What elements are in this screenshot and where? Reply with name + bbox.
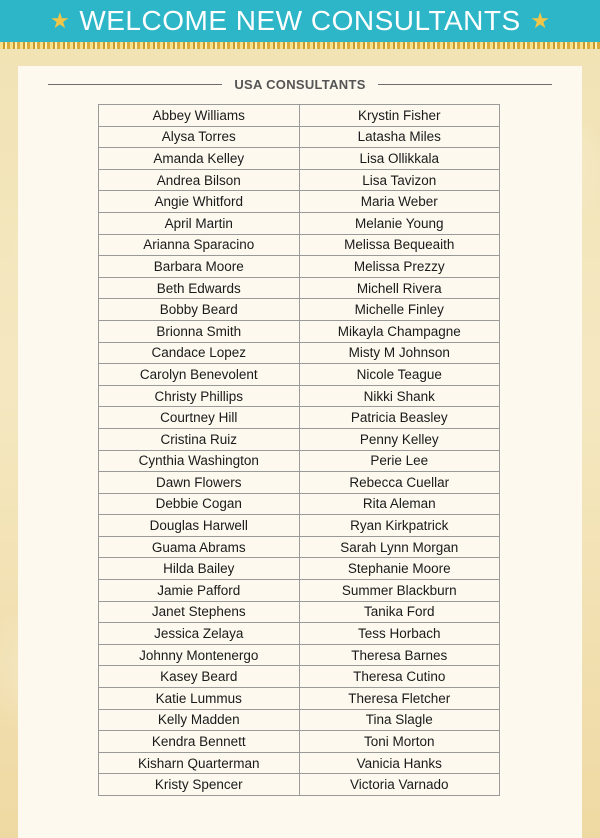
consultant-name: Amanda Kelley: [99, 148, 300, 170]
consultant-name: Penny Kelley: [299, 428, 500, 450]
star-icon: ★: [530, 8, 550, 33]
table-row: [99, 558, 500, 580]
table-row: [99, 169, 500, 191]
page-title: WELCOME NEW CONSULTANTS: [79, 5, 521, 36]
consultant-name: Melanie Young: [299, 212, 500, 234]
consultant-name: Toni Morton: [299, 731, 500, 753]
consultant-name: Stephanie Moore: [299, 558, 500, 580]
consultant-name: Summer Blackburn: [299, 580, 500, 602]
consultant-name: Johnny Montenergo: [99, 644, 300, 666]
consultant-name: Brionna Smith: [99, 320, 300, 342]
table-row: [99, 320, 500, 342]
table-row: [99, 234, 500, 256]
table-row: [99, 709, 500, 731]
consultant-name: Christy Phillips: [99, 385, 300, 407]
consultant-name: Douglas Harwell: [99, 515, 300, 537]
table-row: [99, 493, 500, 515]
consultant-name: Ryan Kirkpatrick: [299, 515, 500, 537]
consultant-name: Nicole Teague: [299, 364, 500, 386]
table-row: [99, 601, 500, 623]
consultant-name: Alysa Torres: [99, 126, 300, 148]
consultant-name: Debbie Cogan: [99, 493, 300, 515]
consultant-name: Victoria Varnado: [299, 774, 500, 796]
table-row: [99, 688, 500, 710]
consultant-name: Jamie Pafford: [99, 580, 300, 602]
consultant-name: Tanika Ford: [299, 601, 500, 623]
table-row: [99, 536, 500, 558]
table-row: [99, 450, 500, 472]
table-row: [99, 644, 500, 666]
table-row: [99, 277, 500, 299]
consultant-name: Kristy Spencer: [99, 774, 300, 796]
consultant-name: Perie Lee: [299, 450, 500, 472]
table-row: [99, 191, 500, 213]
consultant-name: Vanicia Hanks: [299, 752, 500, 774]
consultant-name: Theresa Cutino: [299, 666, 500, 688]
table-row: [99, 666, 500, 688]
glitter-divider: [0, 42, 600, 49]
consultant-name: Nikki Shank: [299, 385, 500, 407]
section-title: USA CONSULTANTS: [234, 76, 366, 92]
consultant-name: Kisharn Quarterman: [99, 752, 300, 774]
table-row: [99, 428, 500, 450]
table-row: [99, 580, 500, 602]
table-row: [99, 472, 500, 494]
consultant-name: Candace Lopez: [99, 342, 300, 364]
table-row: [99, 407, 500, 429]
consultant-name: Latasha Miles: [299, 126, 500, 148]
consultant-name: Patricia Beasley: [299, 407, 500, 429]
consultant-name: April Martin: [99, 212, 300, 234]
consultant-name: Kasey Beard: [99, 666, 300, 688]
consultant-name: Cynthia Washington: [99, 450, 300, 472]
consultant-name: Guama Abrams: [99, 536, 300, 558]
consultant-name: Kelly Madden: [99, 709, 300, 731]
consultant-name: Melissa Prezzy: [299, 256, 500, 278]
consultants-table: [98, 104, 500, 796]
table-row: [99, 731, 500, 753]
header-banner: [0, 0, 600, 42]
table-row: [99, 126, 500, 148]
table-row: [99, 342, 500, 364]
table-row: [99, 515, 500, 537]
table-row: [99, 105, 500, 127]
consultant-name: Hilda Bailey: [99, 558, 300, 580]
consultant-name: Carolyn Benevolent: [99, 364, 300, 386]
section-header: [48, 74, 552, 94]
consultant-name: Courtney Hill: [99, 407, 300, 429]
table-row: [99, 256, 500, 278]
consultant-name: Janet Stephens: [99, 601, 300, 623]
consultant-name: Dawn Flowers: [99, 472, 300, 494]
divider-line: [378, 84, 552, 85]
consultant-name: Sarah Lynn Morgan: [299, 536, 500, 558]
consultant-name: Barbara Moore: [99, 256, 300, 278]
consultant-name: Angie Whitford: [99, 191, 300, 213]
consultant-name: Krystin Fisher: [299, 105, 500, 127]
consultant-name: Katie Lummus: [99, 688, 300, 710]
table-row: [99, 623, 500, 645]
consultant-name: Jessica Zelaya: [99, 623, 300, 645]
consultant-name: Bobby Beard: [99, 299, 300, 321]
consultant-name: Theresa Fletcher: [299, 688, 500, 710]
table-row: [99, 364, 500, 386]
consultant-name: Arianna Sparacino: [99, 234, 300, 256]
consultant-name: Melissa Bequeaith: [299, 234, 500, 256]
consultant-name: Misty M Johnson: [299, 342, 500, 364]
consultant-name: Rebecca Cuellar: [299, 472, 500, 494]
consultant-name: Cristina Ruiz: [99, 428, 300, 450]
consultant-name: Lisa Tavizon: [299, 169, 500, 191]
consultant-name: Michelle Finley: [299, 299, 500, 321]
consultant-name: Kendra Bennett: [99, 731, 300, 753]
consultant-name: Abbey Williams: [99, 105, 300, 127]
consultant-name: Maria Weber: [299, 191, 500, 213]
table-row: [99, 385, 500, 407]
table-row: [99, 752, 500, 774]
table-row: [99, 148, 500, 170]
star-icon: ★: [50, 8, 70, 33]
table-row: [99, 774, 500, 796]
consultant-name: Michell Rivera: [299, 277, 500, 299]
content-panel: [18, 66, 582, 838]
consultant-name: Lisa Ollikkala: [299, 148, 500, 170]
table-row: [99, 299, 500, 321]
consultant-name: Tina Slagle: [299, 709, 500, 731]
consultant-name: Rita Aleman: [299, 493, 500, 515]
consultant-name: Tess Horbach: [299, 623, 500, 645]
table-row: [99, 212, 500, 234]
consultant-name: Theresa Barnes: [299, 644, 500, 666]
consultant-name: Beth Edwards: [99, 277, 300, 299]
consultant-name: Andrea Bilson: [99, 169, 300, 191]
consultant-name: Mikayla Champagne: [299, 320, 500, 342]
divider-line: [48, 84, 222, 85]
